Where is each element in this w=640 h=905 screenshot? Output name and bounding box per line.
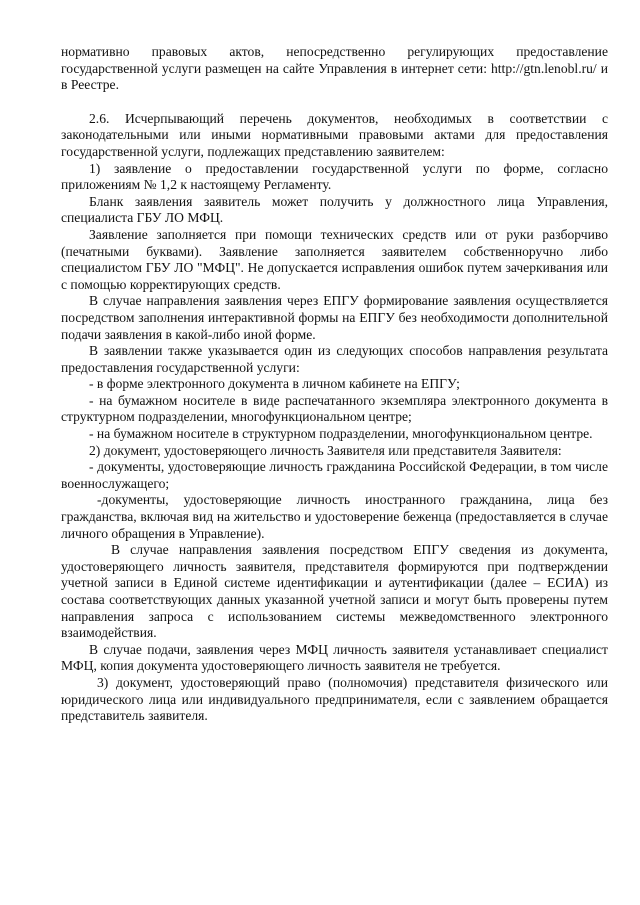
list-item-paper-mfc: - на бумажном носителе в структурном подразделении, многофункциональном центре. [89, 426, 593, 442]
paragraph-epgu-submission: В случае направления заявления через ЕПГУ формирование заявления осуществляется посредством заполнения интерактивной формы на ЕПГУ без необходимости дополнительной подачи заявления в какой-либо иной форме. [61, 293, 608, 342]
paragraph-result-delivery-methods: В заявлении также указывается один из следующих способов направления результата предоставления государственной услуги: [61, 343, 608, 375]
paragraph-legal-acts-continuation: нормативно правовых актов, непосредственно регулирующих предоставление государственной услуги размещен на сайте Управления в интернет сети: http://gtn.lenobl.ru/ и в Реестре. [61, 44, 608, 93]
document-body [61, 44, 608, 725]
paragraph-item-2-identity-document: 2) документ, удостоверяющего личность Заявителя или представителя Заявителя: [89, 442, 562, 458]
list-item-russian-citizen-documents: - документы, удостоверяющие личность гражданина Российской Федерации, в том числе военнослужащего; [61, 459, 608, 491]
paragraph-mfc-identity: В случае подачи, заявления через МФЦ личность заявителя устанавливает специалист МФЦ, копия документа удостоверяющего личность заявителя не требуется. [61, 641, 608, 674]
paragraph-filling-rules: Заявление заполняется при помощи технических средств или от руки разборчиво (печатными буквами). Заявление заполняется заявителем собственноручно либо специалистом ГБУ ЛО "МФЦ". Не допускается исправления ошибок путем зачеркивания или с помощью корректирующих средств. [61, 226, 608, 292]
paragraph-application-form: Бланк заявления заявитель может получить у должностного лица Управления, специалиста ГБУ ЛО МФЦ. [61, 193, 608, 226]
paragraph-item-1-application: 1) заявление о предоставлении государственной услуги по форме, согласно приложениям № 1,2 к настоящему Регламенту. [61, 160, 608, 193]
list-item-electronic-cabinet: - в форме электронного документа в личном кабинете на ЕПГУ; [89, 376, 460, 392]
paragraph-item-3-authority-document: 3) документ, удостоверяющий право (полномочия) представителя физического или юридического лица или индивидуального предпринимателя, если с заявлением обращается представитель заявителя. [61, 674, 608, 724]
list-item-foreign-citizen-documents: -документы, удостоверяющие личность иностранного гражданина, лица без гражданства, включая вид на жительство и удостоверение беженца (предоставляется в случае личного обращения в Управление). [61, 492, 608, 541]
paragraph-section-2-6: 2.6. Исчерпывающий перечень документов, необходимых в соответствии с законодательными или иными нормативными правовыми актами для предоставления государственной услуги, подлежащих представлению заявителем: [61, 110, 608, 159]
paragraph-esia-identity: В случае направления заявления посредством ЕПГУ сведения из документа, удостоверяющего личность заявителя, представителя формируются при подтверждении учетной записи в Единой системе идентификации и аутентификации (далее – ЕСИА) из состава соответствующих данных указанной учетной записи и могут быть проверены путем направления запроса с использованием системы межведомственного электронного взаимодействия. [61, 542, 608, 641]
list-item-paper-printout: - на бумажном носителе в виде распечатанного экземпляра электронного документа в структурном подразделении, многофункциональном центре; [61, 392, 608, 425]
